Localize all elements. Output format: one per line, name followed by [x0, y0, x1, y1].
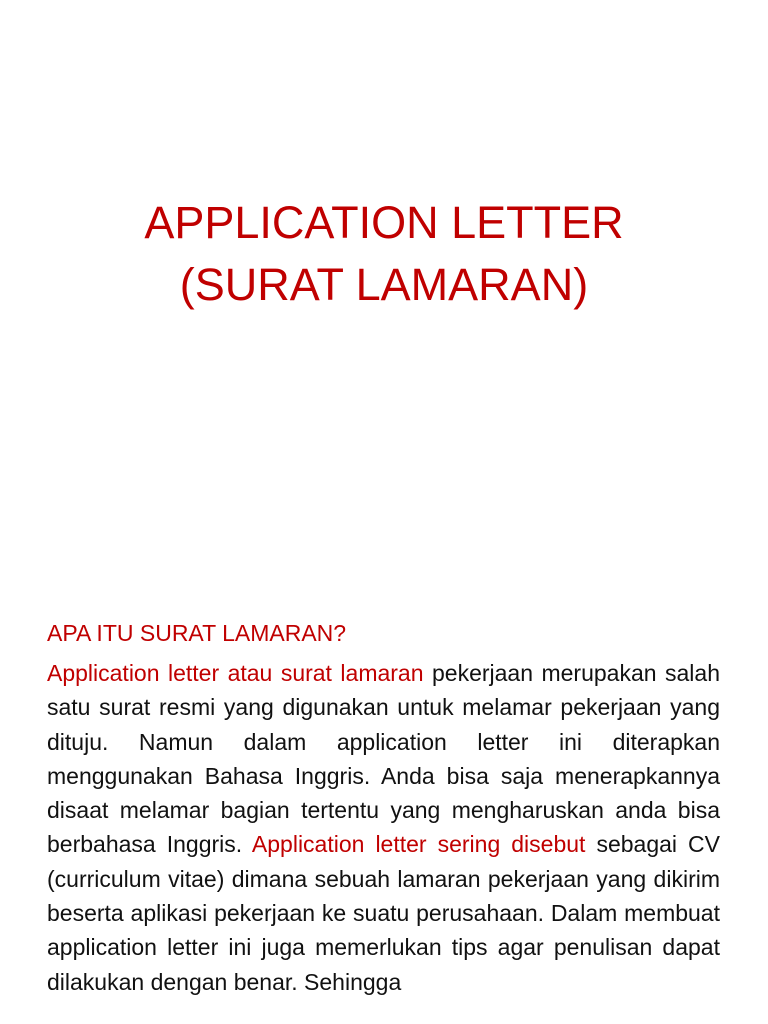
title-line-2: (SURAT LAMARAN) [179, 259, 589, 310]
section-heading: APA ITU SURAT LAMARAN? [47, 620, 347, 646]
content-section [47, 616, 720, 999]
title-line-1: APPLICATION LETTER [144, 197, 624, 248]
paragraph-text-2: sebagai CV (curriculum vitae) dimana sebuah lamaran pekerjaan yang dikirim beserta aplikasi pekerjaan ke suatu perusahaan. Dalam membuat application letter ini juga memerlukan tips agar penulisan dapat dilakukan dengan benar. Sehingga [47, 831, 720, 995]
paragraph-text-1: pekerjaan merupakan salah satu surat resmi yang digunakan untuk melamar pekerjaan yang dituju. Namun dalam application letter ini diterapkan menggunakan Bahasa Inggris. Anda bisa saja menerapkannya disaat melamar bagian tertentu yang mengharuskan anda bisa berbahasa Inggris. [47, 660, 720, 858]
highlight-sering-disebut: Application letter sering disebut [251, 831, 586, 858]
highlight-application-letter: Application letter atau surat lamaran [47, 660, 424, 686]
slide-title [0, 192, 768, 316]
body-paragraph [47, 656, 720, 999]
